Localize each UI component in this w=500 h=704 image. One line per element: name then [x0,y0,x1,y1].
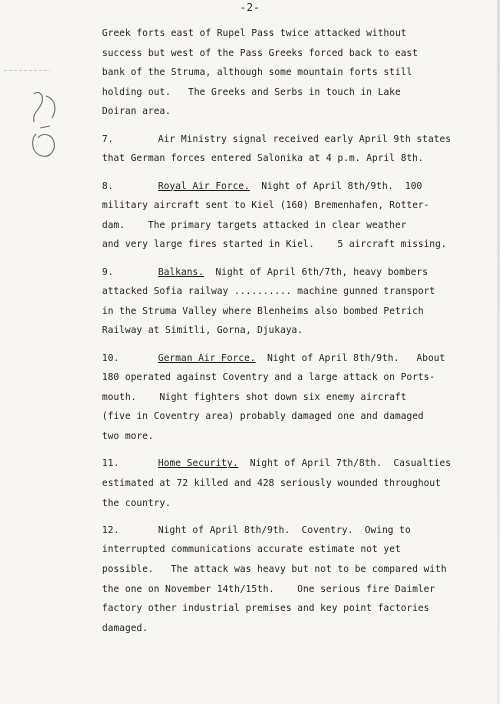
paragraph-11 [102,454,482,513]
paragraph-8 [102,177,482,255]
paragraph-number: 7. [102,133,114,145]
paragraph-first-line [102,263,482,283]
text-line: Doiran area. [102,106,171,118]
text-line: Night of April 8th/9th. 100 [249,180,423,192]
text-line: the one on November 14th/15th. One serious fire Daimler [102,583,436,595]
paragraph-first-line [102,177,482,197]
text-line: bank of the Struma, although some mountain forts still [102,67,413,79]
text-line: Night of April 6th/7th, heavy bombers [203,266,428,278]
text-line: in the Struma Valley where Blenheims also bombed Petrich [102,305,424,317]
paragraph-number: 12. [102,524,120,536]
text-line: possible. The attack was heavy but not to be compared with [102,563,447,575]
paragraph-10 [102,349,482,447]
text-line: Night of April 7th/8th. Casualties [238,458,451,470]
paragraph-heading: Royal Air Force. [158,180,250,192]
paragraph-9 [102,263,482,341]
text-line: (five in Coventry area) probably damaged one and damaged [102,411,424,423]
paragraph-7 [102,130,482,169]
text-line: factory other industrial premises and key point factories [102,603,430,615]
text-line: two more. [102,431,154,443]
paragraph-first-line [102,349,482,369]
paragraph-first-line [102,130,482,150]
text-line: and very large fires started in Kiel. 5 aircraft missing. [102,239,447,251]
paragraph-number: 9. [102,266,114,278]
text-line: Greek forts east of Rupel Pass twice attacked without [102,28,407,39]
paragraph-first-line [102,521,482,541]
text-line: dam. The primary targets attacked in clear weather [102,219,407,231]
text-line: 180 operated against Coventry and a large attack on Ports- [102,372,436,384]
text-line: damaged. [102,622,148,634]
text-line: mouth. Night fighters shot down six enemy aircraft [102,391,407,403]
text-line: military aircraft sent to Kiel (160) Bremenhafen, Rotter- [102,200,430,212]
paragraph-number: 8. [102,180,114,192]
paragraph-heading: German Air Force. [158,352,256,364]
text-line: the country. [102,497,171,509]
text-line: Railway at Simitli, Gorna, Djukaya. [102,325,304,337]
text-line: success but west of the Pass Greeks forced back to east [102,47,418,59]
text-line: Night of April 8th/9th. Coventry. Owing to [158,524,411,536]
paragraph-first-line [102,454,482,474]
margin-rule-mark [4,70,50,71]
paragraph-12 [102,521,482,639]
paragraph-number: 10. [102,352,120,364]
paragraph-heading: Home Security. [158,458,239,470]
text-line: estimated at 72 killed and 428 seriously wounded throughout [102,477,441,489]
text-line: attacked Sofia railway .......... machine gunned transport [102,286,436,298]
handwritten-margin-mark [28,88,62,162]
paragraph-continuation [102,24,482,122]
text-line: interrupted communications accurate estimate not yet [102,544,401,556]
page-number: -2- [239,2,261,14]
text-line: Night of April 8th/9th. About [255,352,446,364]
text-line: that German forces entered Salonika at 4 p.m. April 8th. [102,153,424,165]
paragraph-number: 11. [102,458,120,470]
text-line: holding out. The Greeks and Serbs in touch in Lake [102,86,401,98]
body-text [102,24,482,638]
text-line: Air Ministry signal received early April 9th states [158,133,451,145]
paragraph-heading: Balkans. [158,266,204,278]
